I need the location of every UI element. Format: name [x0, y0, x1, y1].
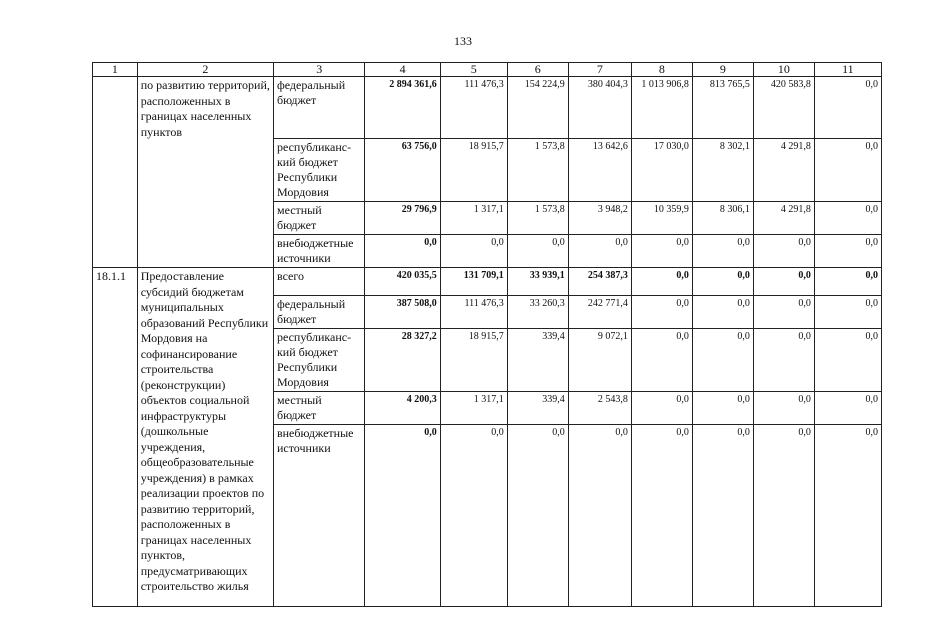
- value-cell: 0,0: [814, 268, 881, 296]
- value-cell: 0,0: [692, 235, 753, 268]
- header-cell: 9: [692, 63, 753, 77]
- value-cell: 0,0: [753, 268, 814, 296]
- value-cell: 9 072,1: [568, 329, 631, 392]
- value-cell: 17 030,0: [631, 139, 692, 202]
- value-cell: 1 573,8: [507, 202, 568, 235]
- table-row: [93, 268, 882, 296]
- value-cell: 1 573,8: [507, 139, 568, 202]
- header-row: [93, 63, 882, 77]
- value-cell: 0,0: [814, 139, 881, 202]
- value-cell: 1 013 906,8: [631, 77, 692, 139]
- value-cell: 0,0: [814, 77, 881, 139]
- value-cell: 380 404,3: [568, 77, 631, 139]
- header-cell: 2: [137, 63, 273, 77]
- value-cell: 13 642,6: [568, 139, 631, 202]
- page-number: 133: [454, 34, 472, 48]
- value-cell: 0,0: [440, 235, 507, 268]
- funding-source: местный бюджет: [273, 392, 365, 425]
- value-total: 29 796,9: [365, 202, 440, 235]
- budget-table: [92, 62, 882, 607]
- header-cell: 10: [753, 63, 814, 77]
- funding-source: внебюджетные источники: [273, 425, 365, 607]
- value-total: 0,0: [365, 235, 440, 268]
- value-cell: 339,4: [507, 329, 568, 392]
- value-cell: 420 583,8: [753, 77, 814, 139]
- value-cell: 0,0: [753, 392, 814, 425]
- funding-source: всего: [273, 268, 365, 296]
- value-total: 4 200,3: [365, 392, 440, 425]
- value-cell: 0,0: [814, 392, 881, 425]
- value-cell: 3 948,2: [568, 202, 631, 235]
- value-cell: 242 771,4: [568, 296, 631, 329]
- value-total: 2 894 361,6: [365, 77, 440, 139]
- value-cell: 8 306,1: [692, 202, 753, 235]
- item-number: [93, 77, 138, 268]
- value-cell: 0,0: [753, 296, 814, 329]
- value-cell: 131 709,1: [440, 268, 507, 296]
- header-cell: 4: [365, 63, 440, 77]
- value-cell: 111 476,3: [440, 77, 507, 139]
- value-cell: 254 387,3: [568, 268, 631, 296]
- header-cell: 1: [93, 63, 138, 77]
- value-cell: 33 939,1: [507, 268, 568, 296]
- value-cell: 0,0: [814, 425, 881, 607]
- value-cell: 0,0: [440, 425, 507, 607]
- item-description: по развитию территорий, расположенных в границах населенных пунктов: [137, 77, 273, 268]
- value-cell: 0,0: [814, 235, 881, 268]
- item-number: 18.1.1: [93, 268, 138, 607]
- value-cell: 4 291,8: [753, 202, 814, 235]
- value-cell: 0,0: [568, 425, 631, 607]
- value-cell: 1 317,1: [440, 202, 507, 235]
- value-cell: 0,0: [814, 329, 881, 392]
- funding-source: федеральный бюджет: [273, 77, 365, 139]
- value-cell: 0,0: [507, 425, 568, 607]
- value-cell: 0,0: [753, 329, 814, 392]
- value-total: 420 035,5: [365, 268, 440, 296]
- value-cell: 0,0: [631, 329, 692, 392]
- value-cell: 0,0: [814, 296, 881, 329]
- value-cell: 10 359,9: [631, 202, 692, 235]
- funding-source: республиканс-кий бюджет Республики Мордовия: [273, 139, 365, 202]
- value-cell: 33 260,3: [507, 296, 568, 329]
- value-cell: 0,0: [631, 235, 692, 268]
- value-cell: 0,0: [753, 235, 814, 268]
- value-total: 63 756,0: [365, 139, 440, 202]
- value-cell: 0,0: [568, 235, 631, 268]
- value-cell: 0,0: [631, 268, 692, 296]
- header-cell: 7: [568, 63, 631, 77]
- header-cell: 11: [814, 63, 881, 77]
- value-cell: 0,0: [692, 425, 753, 607]
- value-cell: 18 915,7: [440, 139, 507, 202]
- item-description: Предоставление субсидий бюджетам муниципальных образований Республики Мордовия на софинансирование строительства (реконструкции) объектов социальной инфраструктуры (дошкольные учреждения, общеобразовательные учреждения) в рамках реализации проектов по развитию территорий, расположенных в границах населенных пунктов, предусматривающих строительство жилья: [137, 268, 273, 607]
- value-cell: 0,0: [814, 202, 881, 235]
- funding-source: республиканс-кий бюджет Республики Мордовия: [273, 329, 365, 392]
- value-cell: 111 476,3: [440, 296, 507, 329]
- value-cell: 0,0: [631, 425, 692, 607]
- header-cell: 8: [631, 63, 692, 77]
- value-cell: 0,0: [692, 296, 753, 329]
- value-cell: 0,0: [692, 392, 753, 425]
- value-cell: 0,0: [753, 425, 814, 607]
- value-cell: 2 543,8: [568, 392, 631, 425]
- table-row: [93, 77, 882, 139]
- funding-source: местный бюджет: [273, 202, 365, 235]
- funding-source: федеральный бюджет: [273, 296, 365, 329]
- value-cell: 4 291,8: [753, 139, 814, 202]
- value-cell: 0,0: [692, 268, 753, 296]
- value-total: 28 327,2: [365, 329, 440, 392]
- value-cell: 8 302,1: [692, 139, 753, 202]
- value-cell: 0,0: [631, 296, 692, 329]
- value-total: 0,0: [365, 425, 440, 607]
- value-cell: 1 317,1: [440, 392, 507, 425]
- value-cell: 154 224,9: [507, 77, 568, 139]
- value-cell: 0,0: [631, 392, 692, 425]
- value-cell: 339,4: [507, 392, 568, 425]
- value-cell: 0,0: [692, 329, 753, 392]
- value-cell: 813 765,5: [692, 77, 753, 139]
- header-cell: 5: [440, 63, 507, 77]
- value-total: 387 508,0: [365, 296, 440, 329]
- funding-source: внебюджетные источники: [273, 235, 365, 268]
- value-cell: 18 915,7: [440, 329, 507, 392]
- header-cell: 6: [507, 63, 568, 77]
- header-cell: 3: [273, 63, 365, 77]
- value-cell: 0,0: [507, 235, 568, 268]
